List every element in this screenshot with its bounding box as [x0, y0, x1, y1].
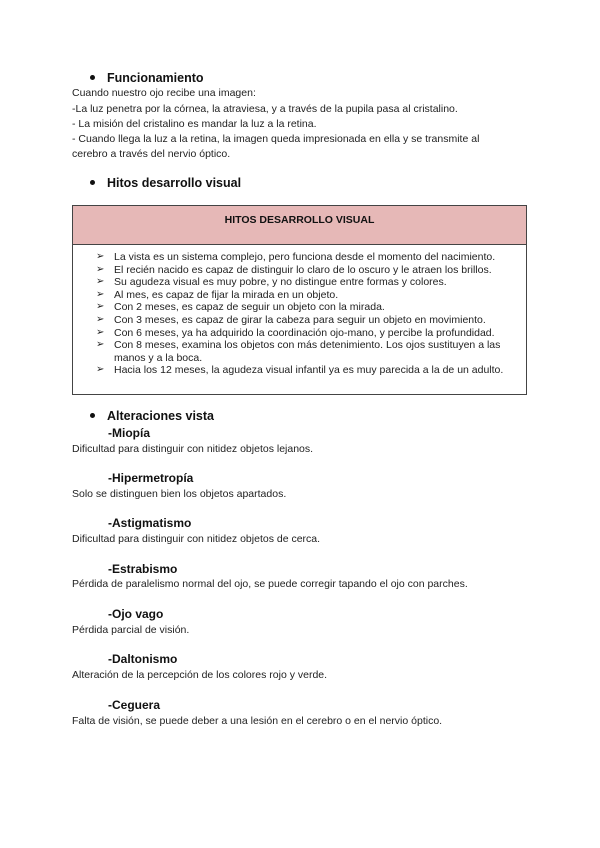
alteracion-title: -Miopía: [108, 426, 150, 440]
bullet-dot-icon: [90, 413, 95, 418]
arrow-bullet-icon: ➢: [96, 326, 105, 338]
hitos-list-item: ➢ El recién nacido es capaz de distinguir lo claro de lo oscuro y le atraen los brillos.: [96, 263, 492, 276]
bullet-dot-icon: [90, 180, 95, 185]
alteracion-title: -Daltonismo: [108, 652, 178, 666]
hitos-list-item: ➢ Hacia los 12 meses, la agudeza visual infantil ya es muy parecida a la de un adulto.: [96, 364, 504, 377]
hitos-list-item: ➢ Al mes, es capaz de fijar la mirada en un objeto.: [96, 288, 339, 301]
hitos-list-item: ➢ Con 6 meses, ya ha adquirido la coordinación ojo-mano, y percibe la profundidad.: [96, 326, 495, 339]
arrow-bullet-icon: ➢: [96, 276, 105, 288]
alteracion-description: Pérdida de paralelismo normal del ojo, se puede corregir tapando el ojo con parches.: [72, 578, 468, 590]
arrow-bullet-icon: ➢: [96, 251, 105, 262]
funcionamiento-heading: [90, 71, 204, 85]
hitos-list-item: ➢ Su agudeza visual es muy pobre, y no distingue entre formas y colores.: [96, 276, 447, 289]
arrow-bullet-icon: ➢: [96, 313, 105, 325]
hitos-list: [73, 251, 526, 377]
alteracion-description: Falta de visión, se puede deber a una lesión en el cerebro o en el nervio óptico.: [72, 715, 443, 727]
alteracion-description: Pérdida parcial de visión.: [72, 624, 190, 636]
alteracion-title: -Estrabismo: [108, 562, 178, 576]
bullet-dot-icon: [90, 75, 95, 80]
hitos-list-item: ➢ Con 3 meses, es capaz de girar la cabeza para seguir un objeto en movimiento.: [96, 313, 486, 326]
funcionamiento-line: -La luz penetra por la córnea, la atraviesa, y a través de la pupila pasa al cristalino.: [72, 103, 458, 115]
alteracion-description: Dificultad para distinguir con nitidez objetos de cerca.: [72, 533, 321, 545]
alteracion-description: Dificultad para distinguir con nitidez objetos lejanos.: [72, 443, 314, 455]
arrow-bullet-icon: ➢: [96, 339, 105, 351]
alteracion-description: Solo se distinguen bien los objetos apartados.: [72, 488, 287, 500]
hitos-list-item: ➢ Con 2 meses, es capaz de seguir un objeto con la mirada.: [96, 301, 385, 314]
funcionamiento-line: cerebro a través del nervio óptico.: [72, 148, 231, 160]
alteraciones-heading-text: Alteraciones vista: [107, 409, 214, 423]
arrow-bullet-icon: ➢: [96, 263, 105, 275]
arrow-bullet-icon: ➢: [96, 364, 105, 376]
alteraciones-heading: [90, 409, 214, 423]
funcionamiento-line: - La misión del cristalino es mandar la luz a la retina.: [72, 118, 317, 130]
hitos-heading: [90, 176, 241, 190]
funcionamiento-heading-text: Funcionamiento: [107, 71, 204, 85]
funcionamiento-line: Cuando nuestro ojo recibe una imagen:: [72, 87, 256, 99]
hitos-list-item: ➢ La vista es un sistema complejo, pero funciona desde el momento del nacimiento.: [96, 251, 496, 263]
arrow-bullet-icon: ➢: [96, 288, 105, 300]
alteracion-description: Alteración de la percepción de los colores rojo y verde.: [72, 669, 328, 681]
funcionamiento-line: - Cuando llega la luz a la retina, la imagen queda impresionada en ella y se transmite al: [72, 133, 480, 145]
arrow-bullet-icon: ➢: [96, 301, 105, 313]
hitos-list-item: ➢ Con 8 meses, examina los objetos con más detenimiento. Los ojos sustituyen a las manos y a la boca.: [96, 339, 501, 364]
hitos-table-title: HITOS DESARROLLO VISUAL: [73, 206, 526, 245]
alteracion-title: -Ceguera: [108, 698, 161, 712]
hitos-heading-text: Hitos desarrollo visual: [107, 176, 242, 190]
alteracion-title: -Ojo vago: [108, 607, 164, 621]
hitos-table: [72, 205, 527, 395]
alteracion-title: -Hipermetropía: [108, 471, 194, 485]
alteracion-title: -Astigmatismo: [108, 516, 192, 530]
